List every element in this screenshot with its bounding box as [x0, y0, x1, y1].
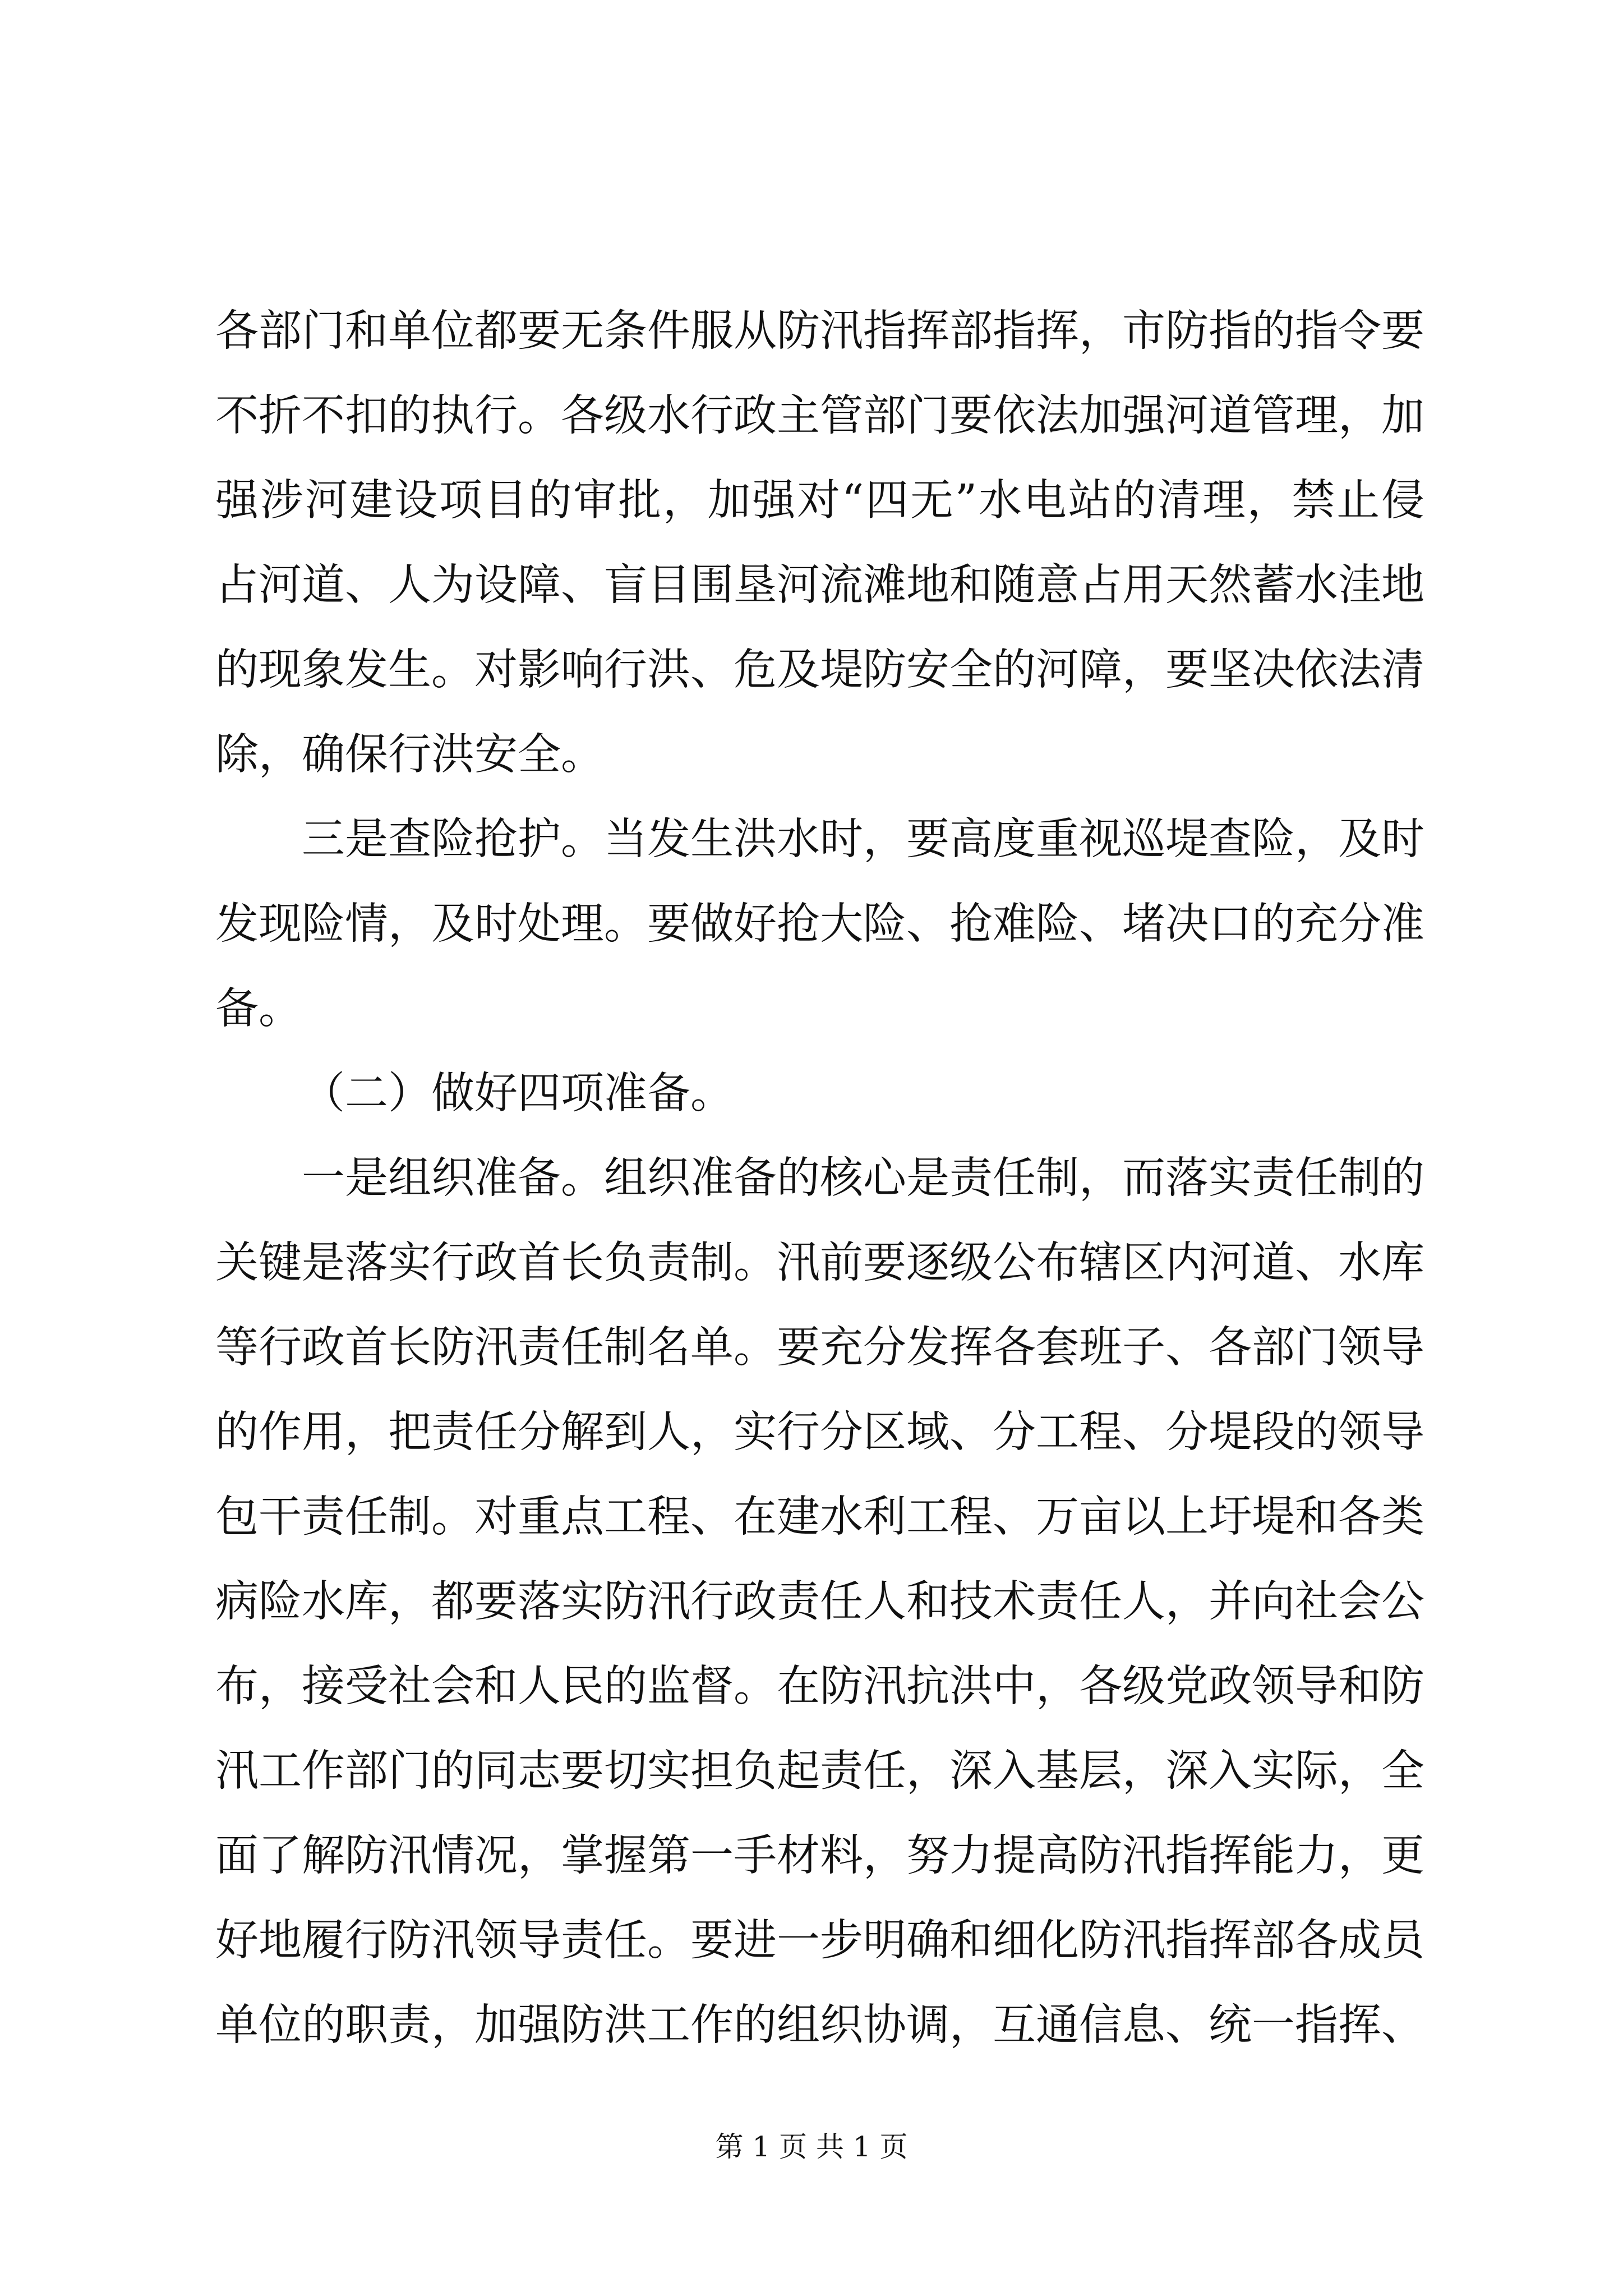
page-footer: 第 1 页 共 1 页 — [715, 2131, 908, 2163]
paragraph-inspection-rescue: 三是查险抢护。当发生洪水时，要高度重视巡堤查险，及时发现险情，及时处理。要做好抢大险、抢难险、堵决口的充分准备。 — [215, 815, 1424, 1034]
paragraph-organization-preparation: 一是组织准备。组织准备的核心是责任制，而落实责任制的关键是落实行政首长负责制。汛前要逐级公布辖区内河道、水库等行政首长防汛责任制名单。要充分发挥各套班子、各部门领导的作用，把责任分解到人，实行分区域、分工程、分堤段的领导包干责任制。对重点工程、在建水利工程、万亩以上圩堤和各类病险水库，都要落实防汛行政责任人和技术责任人，并向社会公布，接受社会和人民的监督。在防汛抗洪中，各级党政领导和防汛工作部门的同志要切实担负起责任，深入基层，深入实际，全面了解防汛情况，掌握第一手材料，努力提高防汛指挥能力，更好地履行防汛领导责任。要进一步明确和细化防汛指挥部各成员单位的职责，加强防洪工作的组织协调，互通信息、统一指挥、 — [215, 1153, 1424, 2050]
document-body — [215, 289, 1424, 2068]
section-heading-four-preparations: （二）做好四项准备。 — [302, 1069, 734, 1119]
paragraph-continuation: 各部门和单位都要无条件服从防汛指挥部指挥，市防指的指令要不折不扣的执行。各级水行政主管部门要依法加强河道管理，加强涉河建设项目的审批，加强对“四无”水电站的清理，禁止侵占河道、人为设障、盲目围垦河流滩地和随意占用天然蓄水洼地的现象发生。对影响行洪、危及堤防安全的河障，要坚决依法清除，确保行洪安全。 — [215, 306, 1424, 780]
